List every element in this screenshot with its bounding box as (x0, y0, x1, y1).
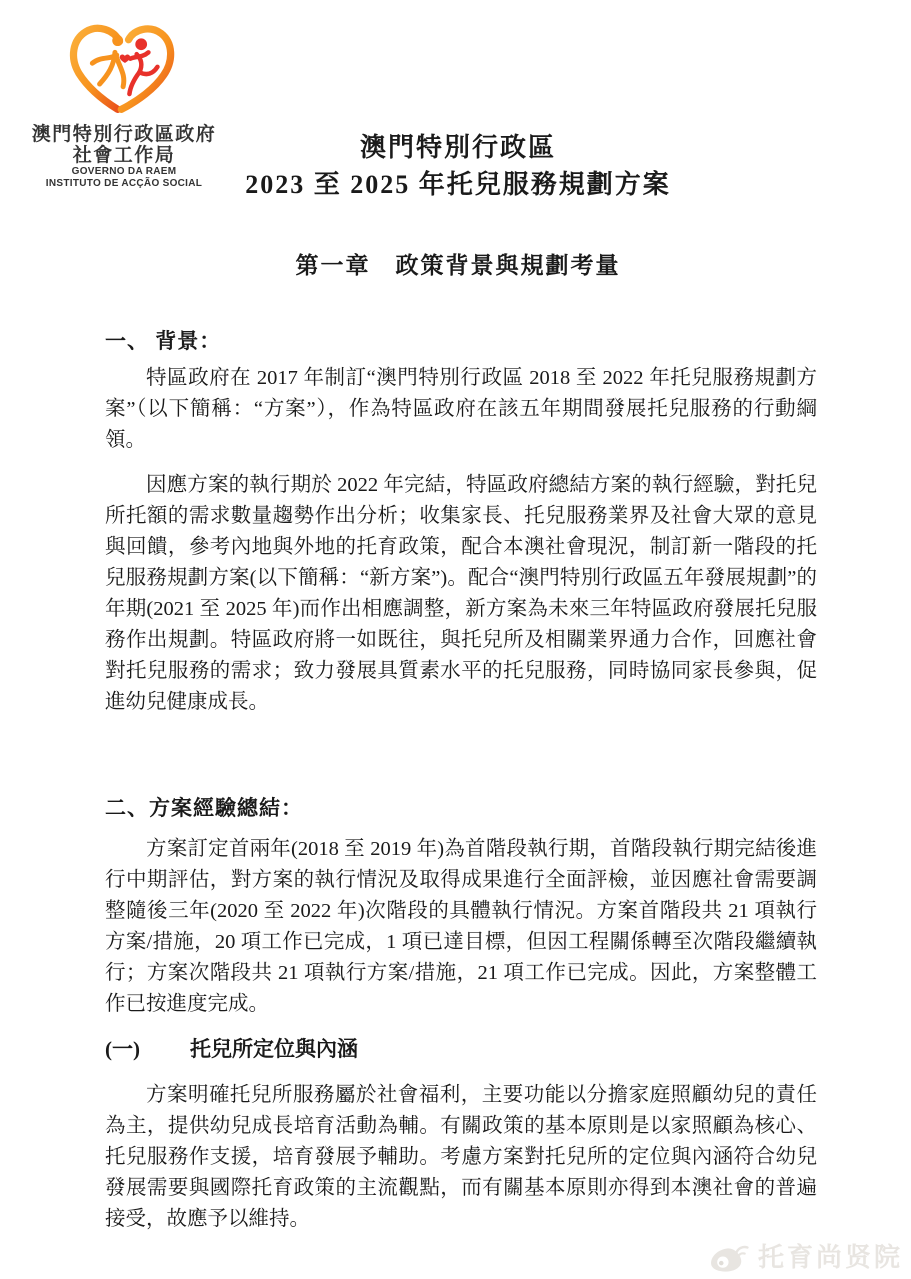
document-title (100, 129, 816, 203)
subsection-1-heading (105, 1033, 817, 1063)
logo-org-name-zh-1: 澳門特別行政區政府 (31, 124, 217, 145)
subsection-1-paragraph-1: 方案明確托兒所服務屬於社會福利，主要功能以分擔家庭照顧幼兒的責任為主，提供幼兒成長培育活動為輔。有關政策的基本原則是以家照顧為核心、托兒服務作支援，培育發展予輔助。考慮方案對托兒所的定位與內涵符合幼兒發展需要與國際托育政策的主流觀點，而有關基本原則亦得到本澳社會的普遍接受，故應予以維持。 (105, 1084, 817, 1230)
weibo-watermark (708, 1237, 903, 1274)
subsection-1-number: (一) (105, 1037, 140, 1061)
section-2-heading: 二、方案經驗總結： (105, 796, 303, 820)
logo-org-name-pt-2: INSTITUTO DE ACÇÃO SOCIAL (45, 178, 203, 189)
section-1-paragraph-1: 特區政府在 2017 年制訂“澳門特別行政區 2018 至 2022 年托兒服務規劃方案”（以下簡稱：“方案”），作為特區政府在該五年期間發展托兒服務的行動綱領。 (105, 367, 817, 451)
heart-figures-logo-icon (65, 18, 183, 122)
logo-org-name-zh-2: 社會工作局 (72, 145, 176, 166)
document-title-line1: 澳門特別行政區 (359, 133, 556, 162)
chapter-heading: 第一章 政策背景與規劃考量 (295, 253, 621, 278)
weibo-icon (708, 1239, 750, 1273)
section-1-heading: 一、 背景： (105, 329, 222, 353)
section-1-paragraph-2: 因應方案的執行期於 2022 年完結，特區政府總結方案的執行經驗，對托兒所托額的需求數量趨勢作出分析；收集家長、托兒服務業界及社會大眾的意見與回饋，參考內地與外地的托育政策，配合本澳社會現況，制訂新一階段的托兒服務規劃方案(以下簡稱：“新方案”)。配合“澳門特別行政區五年發展規劃”的年期(2021 至 2025 年)而作出相應調整，新方案為未來三年特區政府發展托兒服務作出規劃。特區政府將一如既往，與托兒所及相關業界通力合作，回應社會對托兒服務的需求；致力發展具質素水平的托兒服務，同時協同家長參與，促進幼兒健康成長。 (105, 474, 817, 713)
document-title-line2: 2023 至 2025 年托兒服務規劃方案 (245, 170, 671, 199)
logo-org-name-pt-1: GOVERNO DA RAEM (71, 166, 177, 177)
watermark-text: 托育尚贤院 (757, 1242, 903, 1272)
subsection-1-title: 托兒所定位與內涵 (190, 1037, 358, 1061)
section-2-paragraph-1: 方案訂定首兩年(2018 至 2019 年)為首階段執行期，首階段執行期完結後進行中期評估，對方案的執行情況及取得成果進行全面評檢，並因應社會需要調整隨後三年(2020 至 2022 年)次階段的具體執行情況。方案首階段共 21 項執行方案/措施，20 項工作已完成，1 項已達目標，但因工程關係轉至次階段繼續執行；方案次階段共 21 項執行方案/措施，21 項工作已完成。因此，方案整體工作已按進度完成。 (105, 838, 817, 1015)
